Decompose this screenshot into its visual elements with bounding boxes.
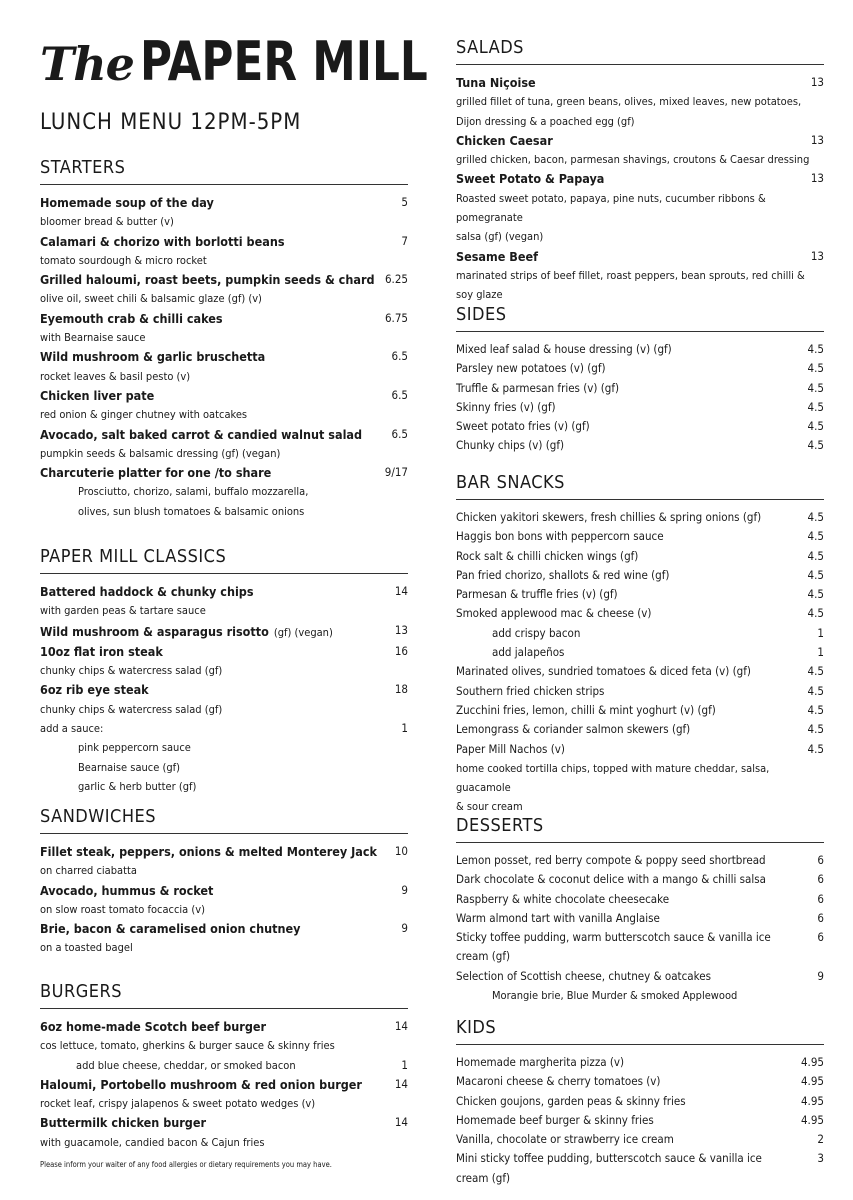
item-name: Macaroni cheese & cherry tomatoes (v) [456,1074,661,1089]
menu-item [40,1075,408,1094]
menu-item [456,169,824,188]
item-price: 4.5 [807,529,824,544]
item-price: 4.95 [800,1093,824,1108]
item-price: 6 [817,930,824,945]
section-kids [456,1017,824,1188]
menu-item [456,131,824,150]
section-title: BURGERS [40,981,408,1009]
item-name: Homemade soup of the day [40,195,214,210]
item-price: 3 [817,1151,824,1166]
item-price: 6.25 [384,272,408,287]
menu-item [456,585,824,604]
item-name: Mini sticky toffee pudding, butterscotch sauce & vanilla ice cream (gf) [456,1151,762,1185]
item-name: Zucchini fries, lemon, chilli & mint yoghurt (v) (gf) [456,702,716,717]
section-title: BAR SNACKS [456,472,824,500]
item-price: 6.75 [384,310,408,325]
item-price: 4.5 [807,722,824,737]
item-name: add crispy bacon [492,625,581,640]
item-price: 4.5 [807,587,824,602]
item-name: Homemade margherita pizza (v) [456,1055,625,1069]
addon-name: add blue cheese, cheddar, or smoked bacon [76,1058,296,1072]
item-desc: olives, sun blush tomatoes & balsamic onions [78,504,305,518]
item-name: Skinny fries (v) (gf) [456,399,556,414]
logo-name: PAPER MILL [139,30,428,93]
item-desc: Morangie brie, Blue Murder & smoked Applewood [492,989,738,1003]
menu-item [40,582,408,601]
item-price: 1 [817,645,824,660]
item-desc: on a toasted bagel [40,941,133,955]
menu-item [40,642,408,661]
item-name: Parmesan & truffle fries (v) (gf) [456,587,618,602]
item-price: 18 [394,682,408,697]
section-sandwiches [40,806,408,958]
item-price: 4.5 [807,380,824,395]
item-desc: salsa (gf) (vegan) [456,230,544,244]
item-price: 4.5 [807,567,824,582]
menu-item [456,566,824,585]
menu-item [40,232,408,251]
menu-item [40,842,408,861]
menu-item [456,379,824,398]
menu-item [456,1053,824,1072]
item-desc: on slow roast tomato focaccia (v) [40,902,205,916]
menu-item [456,1111,824,1130]
item-price: 4.5 [807,342,824,356]
item-price: 4.5 [807,664,824,679]
section-burgers [40,981,408,1152]
item-name: Pan fried chorizo, shallots & red wine (gf) [456,567,670,582]
menu-item [456,417,824,436]
section-bar-snacks [456,472,824,817]
sauce-item: garlic & herb butter (gf) [78,779,197,793]
item-name: Chicken goujons, garden peas & skinny fries [456,1093,686,1108]
item-price: 4.5 [807,548,824,563]
logo-the: The [40,37,134,91]
sauce-item: pink peppercorn sauce [78,741,191,755]
item-price: 6.5 [391,426,408,441]
item-name: Raspberry & white chocolate cheesecake [456,891,670,906]
bar-list [456,508,824,759]
item-name: 6oz home-made Scotch beef burger [40,1019,267,1034]
item-desc: with Bearnaise sauce [40,331,146,345]
section-title: STARTERS [40,157,408,185]
item-price: 13 [810,75,824,89]
menu-item [40,1113,408,1132]
item-price: 13 [810,171,824,186]
menu-item [40,386,408,405]
item-desc: chunky chips & watercress salad (gf) [40,664,223,678]
menu-addon [40,1056,408,1075]
item-price: 4.95 [800,1112,824,1127]
item-name: Sweet potato fries (v) (gf) [456,419,590,434]
item-price: 4.5 [807,438,824,453]
item-price: 9/17 [384,465,408,480]
menu-item [40,680,408,699]
item-price: 9 [401,882,408,897]
item-name: Wild mushroom & asparagus risotto [40,623,269,639]
item-price: 9 [401,921,408,936]
item-desc: grilled chicken, bacon, parmesan shavings, croutons & Caesar dressing [456,153,810,167]
item-name: Chunky chips (v) (gf) [456,438,565,453]
item-name: Rock salt & chilli chicken wings (gf) [456,548,639,563]
item-name: Dark chocolate & coconut delice with a mango & chilli salsa [456,872,766,887]
item-price: 13 [810,132,824,147]
item-price: 4.95 [800,1074,824,1089]
menu-item [456,720,824,739]
section-title: KIDS [456,1017,824,1045]
item-desc: soy glaze [456,288,503,302]
section-title: PAPER MILL CLASSICS [40,546,408,574]
section-title: SALADS [456,37,824,65]
item-name: 6oz rib eye steak [40,682,149,698]
sandwiches-list [40,842,408,958]
section-title: SANDWICHES [40,806,408,834]
menu-item [456,73,824,92]
menu-item [456,1149,824,1188]
item-price: 13 [394,622,408,637]
menu-item [456,604,824,623]
menu-item [456,643,824,662]
menu-item [40,919,408,938]
menu-item [456,701,824,720]
item-price: 16 [394,643,408,658]
desserts-list [456,851,824,986]
menu-item [456,340,824,359]
menu-item [40,193,408,212]
menu-item [456,1130,824,1149]
item-name: Haggis bon bons with peppercorn sauce [456,529,664,544]
item-desc: Prosciutto, chorizo, salami, buffalo mozzarella, [78,485,309,499]
item-price: 5 [401,195,408,209]
menu-item [40,463,408,482]
item-name: Eyemouth crab & chilli cakes [40,310,223,326]
section-starters [40,157,408,521]
item-name: Fillet steak, peppers, onions & melted Monterey Jack [40,844,378,859]
menu-item [40,309,408,328]
menu-item [40,1017,408,1036]
item-price: 2 [817,1132,824,1147]
sauce-list [40,738,408,796]
item-desc: with garden peas & tartare sauce [40,604,206,618]
item-desc: cos lettuce, tomato, gherkins & burger sauce & skinny fries [40,1039,335,1053]
section-salads [456,37,824,305]
item-name: Chicken liver pate [40,387,155,403]
item-price: 14 [394,1076,408,1091]
section-desserts [456,815,824,1005]
item-price: 6 [817,872,824,887]
restaurant-logo [40,30,428,98]
item-name: add jalapeños [492,645,565,660]
menu-item [456,508,824,527]
item-suffix: (gf) (vegan) [273,625,333,639]
item-price: 14 [394,1115,408,1130]
item-name: Smoked applewood mac & cheese (v) [456,606,652,621]
menu-item [456,436,824,455]
item-name: Chicken Caesar [456,132,553,148]
item-name: Warm almond tart with vanilla Anglaise [456,910,660,925]
item-name: Lemon posset, red berry compote & poppy seed shortbread [456,853,766,867]
menu-subtitle: LUNCH MENU 12PM-5PM [40,110,302,135]
menu-item [456,909,824,928]
item-name: Tuna Niçoise [456,75,536,90]
item-name: Wild mushroom & garlic bruschetta [40,349,266,365]
menu-item [456,851,824,870]
item-name: Avocado, hummus & rocket [40,882,214,898]
item-name: Lemongrass & coriander salmon skewers (gf) [456,722,691,737]
item-name: Haloumi, Portobello mushroom & red onion burger [40,1076,362,1092]
item-price: 1 [817,625,824,640]
section-title: SIDES [456,304,824,332]
menu-item [40,621,408,642]
item-desc: marinated strips of beef fillet, roast peppers, bean sprouts, red chilli & [456,268,805,282]
item-desc: rocket leaves & basil pesto (v) [40,369,191,383]
item-name: Mixed leaf salad & house dressing (v) (gf) [456,342,672,356]
item-name: Charcuterie platter for one /to share [40,465,272,481]
item-price: 6.5 [391,349,408,364]
item-name: Sticky toffee pudding, warm butterscotch sauce & vanilla ice cream (gf) [456,930,771,964]
sauce-price: 1 [401,721,408,736]
item-price: 6.5 [391,387,408,402]
item-price: 4.5 [807,361,824,376]
item-name: Buttermilk chicken burger [40,1115,207,1131]
item-desc: grilled fillet of tuna, green beans, olives, mixed leaves, new potatoes, [456,95,802,109]
item-desc: bloomer bread & butter (v) [40,215,174,229]
item-name: Truffle & parmesan fries (v) (gf) [456,380,619,395]
item-price: 14 [394,1019,408,1033]
item-price: 9 [817,968,824,983]
menu-item [40,270,408,289]
item-name: Sesame Beef [456,248,538,264]
item-desc: on charred ciabatta [40,864,137,878]
starters-list [40,193,408,521]
item-desc: Dijon dressing & a poached egg (gf) [456,114,635,128]
item-desc: olive oil, sweet chili & balsamic glaze (gf) (v) [40,292,262,306]
item-price: 4.5 [807,741,824,756]
sauce-item: Bearnaise sauce (gf) [78,760,180,774]
item-price: 4.95 [800,1055,824,1069]
item-name: Southern fried chicken strips [456,683,605,698]
menu-item [456,662,824,681]
item-name: Chicken yakitori skewers, fresh chillies & spring onions (gf) [456,510,762,524]
salads-list [456,73,824,305]
section-sides [456,304,824,456]
item-desc: red onion & ginger chutney with oatcakes [40,408,248,422]
item-desc: with guacamole, candied bacon & Cajun fries [40,1135,265,1149]
item-price: 14 [394,584,408,598]
item-price: 4.5 [807,702,824,717]
item-desc: tomato sourdough & micro rocket [40,253,207,267]
item-price: 4.5 [807,683,824,698]
section-title: DESSERTS [456,815,824,843]
item-price: 13 [810,248,824,263]
menu-item [456,547,824,566]
item-desc: & sour cream [456,800,523,814]
menu-item [40,881,408,900]
item-price: 4.5 [807,510,824,524]
menu-item [456,1092,824,1111]
menu-item [456,247,824,266]
menu-item [456,967,824,986]
item-desc: pumpkin seeds & balsamic dressing (gf) (vegan) [40,446,281,460]
item-price: 4.5 [807,399,824,414]
item-name: Homemade beef burger & skinny fries [456,1112,654,1127]
allergy-note: Please inform your waiter of any food allergies or dietary requirements you may have. [40,1160,332,1169]
addon-price: 1 [401,1057,408,1072]
sauce-label: add a sauce: [40,722,104,736]
item-name: Grilled haloumi, roast beets, pumpkin seeds & chard [40,272,375,288]
item-name: Calamari & chorizo with borlotti beans [40,233,285,249]
menu-item [456,359,824,378]
item-price: 6 [817,891,824,906]
item-desc: rocket leaf, crispy jalapenos & sweet potato wedges (v) [40,1097,316,1111]
menu-item [456,1072,824,1091]
item-name: Marinated olives, sundried tomatoes & diced feta (v) (gf) [456,664,751,679]
item-desc: chunky chips & watercress salad (gf) [40,702,223,716]
menu-item [456,870,824,889]
menu-item [456,740,824,759]
menu-item [40,719,408,738]
item-name: Avocado, salt baked carrot & candied walnut salad [40,426,363,442]
item-price: 4.5 [807,606,824,621]
item-name: Sweet Potato & Papaya [456,171,605,187]
item-price: 4.5 [807,419,824,434]
item-name: 10oz flat iron steak [40,643,163,659]
kids-list [456,1053,824,1188]
item-name: Vanilla, chocolate or strawberry ice cream [456,1132,674,1147]
menu-item [456,398,824,417]
menu-item [40,347,408,366]
menu-item [40,425,408,444]
item-name: Brie, bacon & caramelised onion chutney [40,921,301,937]
menu-item [456,624,824,643]
classics-list [40,582,408,719]
menu-item [456,527,824,546]
item-name: Selection of Scottish cheese, chutney & oatcakes [456,968,711,983]
item-price: 7 [401,233,408,248]
item-price: 10 [394,844,408,858]
menu-item [456,890,824,909]
menu-item [456,928,824,967]
item-desc: home cooked tortilla chips, topped with mature cheddar, salsa, guacamole [456,761,770,795]
section-classics [40,546,408,796]
item-name: Battered haddock & chunky chips [40,584,254,599]
item-name: Paper Mill Nachos (v) [456,741,565,756]
item-price: 6 [817,910,824,925]
item-desc: Roasted sweet potato, papaya, pine nuts, cucumber ribbons & pomegranate [456,191,766,225]
menu-item [456,682,824,701]
sides-list [456,340,824,456]
item-name-wrap [40,621,333,642]
item-price: 6 [817,853,824,867]
item-name: Parsley new potatoes (v) (gf) [456,361,606,376]
